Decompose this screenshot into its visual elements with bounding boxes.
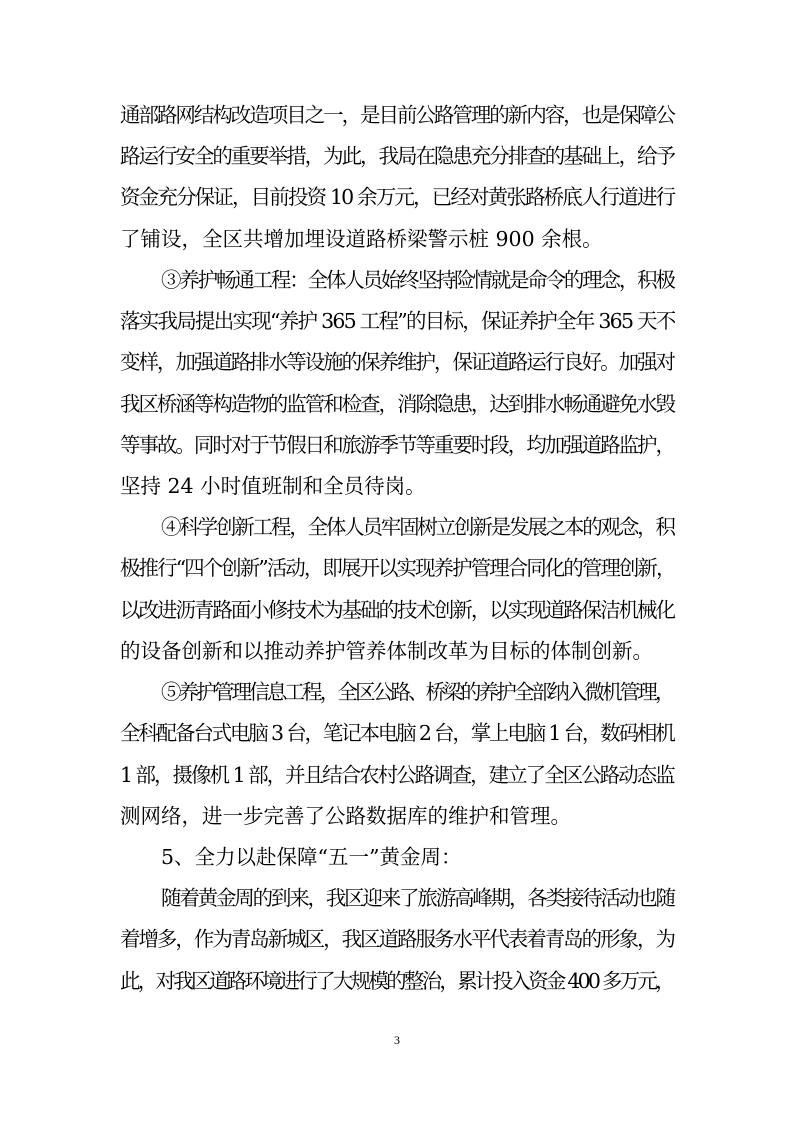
text-line: 着增多，作为青岛新城区，我区道路服务水平代表着青岛的形象，为 [120,927,674,951]
text-line: 路运行安全的重要举措，为此，我局在隐患充分排查的基础上，给予 [120,144,674,168]
text-line: 1 部，摄像机 1 部，并且结合农村公路调查，建立了全区公路动态监 [120,763,674,787]
text-line: ④科学创新工程，全体人员牢固树立创新是发展之本的观念，积 [161,515,674,539]
text-line: ③养护畅通工程：全体人员始终坚持险情就是命令的理念，积极 [161,268,674,292]
text-line: 资金充分保证，目前投资 10 余万元，已经对黄张路桥底人行道进行 [120,185,675,209]
text-line: 变样，加强道路排水等设施的保养维护，保证道路运行良好。加强对 [120,350,674,374]
text-line: ⑤养护管理信息工程，全区公路、桥梁的养护全部纳入微机管理， [161,680,673,704]
text-line: 的设备创新和以推动养护管养体制改革为目标的体制创新。 [120,639,653,663]
text-line: 了铺设，全区共增加埋设道路桥梁警示桩 900 余根。 [120,227,603,251]
text-line: 5、全力以赴保障“五一”黄金周： [161,845,462,869]
text-line: 此，对我区道路环境进行了大规模的整治，累计投入资金 400 多万元， [120,969,673,993]
text-line: 坚持 24 小时值班制和全员待岗。 [120,474,426,498]
text-line: 测网络，进一步完善了公路数据库的维护和管理。 [120,804,571,828]
text-line: 我区桥涵等构造物的监管和检查，消除隐患，达到排水畅通避免水毁 [120,392,674,416]
text-line: 通部路网结构改造项目之一，是目前公路管理的新内容，也是保障公 [120,103,674,127]
text-line: 等事故。同时对于节假日和旅游季节等重要时段，均加强道路监护， [120,433,674,457]
text-line: 全科配备台式电脑 3 台，笔记本电脑 2 台，掌上电脑 1 台，数码相机 [120,721,674,745]
page-number: 3 [394,1033,400,1047]
text-line: 极推行“四个创新”活动，即展开以实现养护管理合同化的管理创新， [120,556,675,580]
text-line: 随着黄金周的到来，我区迎来了旅游高峰期，各类接待活动也随 [161,886,674,910]
text-line: 以改进沥青路面小修技术为基础的技术创新，以实现道路保洁机械化 [120,598,674,622]
text-line: 落实我局提出实现“养护 365 工程”的目标，保证养护全年 365 天不 [120,309,675,333]
